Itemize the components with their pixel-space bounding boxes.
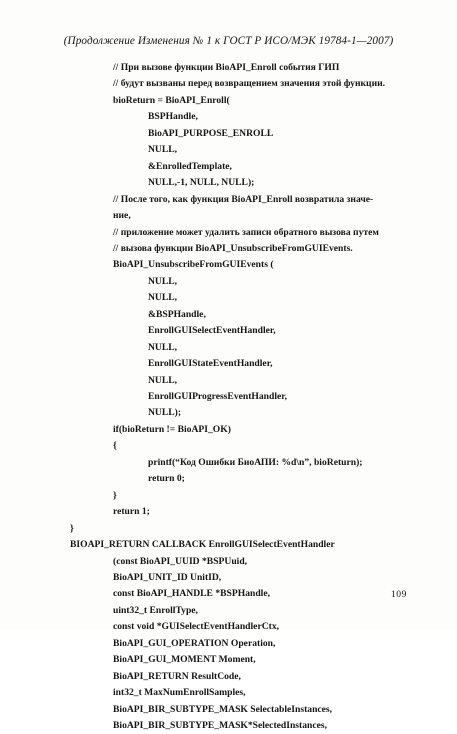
running-header: (Продолжение Изменения № 1 к ГОСТ Р ИСО/МЭК 19784-1—2007) — [63, 35, 394, 47]
page-number: 109 — [391, 589, 407, 600]
code-line: NULL,-1, NULL, NULL); — [148, 177, 255, 189]
code-line: NULL, — [148, 341, 178, 353]
code-line: // вызова функции BioAPI_UnsubscribeFromGUIEvents. — [113, 242, 353, 254]
code-line: // будут вызваны перед возвращением значения этой функции. — [113, 78, 386, 90]
code-line: NULL, — [148, 374, 178, 386]
code-line: BioAPI_BIR_SUBTYPE_MASK*SelectedInstances, — [113, 720, 328, 731]
code-line: (const BioAPI_UUID *BSPUuid, — [113, 555, 248, 567]
code-line: BioAPI_BIR_SUBTYPE_MASK SelectableInstances, — [113, 703, 333, 715]
code-line: if(bioReturn != BioAPI_OK) — [113, 423, 231, 435]
code-line: // приложение может удалить записи обратного вызова путем — [113, 226, 379, 238]
code-line: &EnrolledTemplate, — [148, 160, 232, 172]
code-line: NULL); — [148, 407, 182, 419]
code-line: NULL, — [148, 275, 178, 287]
code-line: BioAPI_PURPOSE_ENROLL — [148, 127, 274, 139]
code-line: BioAPI_GUI_MOMENT Moment, — [113, 654, 256, 666]
code-line: ние, — [113, 210, 131, 222]
code-line: return 0; — [148, 473, 185, 485]
code-line: BioAPI_UnsubscribeFromGUIEvents ( — [113, 259, 274, 271]
code-line: const void *GUISelectEventHandlerCtx, — [113, 621, 280, 633]
code-line: BioAPI_RETURN ResultCode, — [113, 670, 241, 682]
code-line: BSPHandle, — [148, 111, 198, 123]
code-line: BioAPI_GUI_OPERATION Operation, — [113, 637, 276, 649]
code-line: NULL, — [148, 292, 178, 304]
code-line: EnrollGUISelectEventHandler, — [148, 325, 276, 337]
code-line: { — [113, 440, 117, 452]
code-line: // После того, как функция BioAPI_Enroll возвратила значе- — [113, 193, 374, 205]
code-line: const BioAPI_HANDLE *BSPHandle, — [113, 588, 270, 600]
code-line: } — [113, 489, 117, 501]
code-line: int32_t MaxNumEnrollSamples, — [113, 687, 246, 699]
code-line: return 1; — [113, 506, 150, 518]
code-line: NULL, — [148, 144, 178, 156]
code-line: uint32_t EnrollType, — [113, 604, 198, 616]
code-line: bioReturn = BioAPI_Enroll( — [113, 94, 230, 106]
code-line: // При вызове функции BioAPI_Enroll события ГИП — [113, 62, 340, 73]
code-line: BIOAPI_RETURN CALLBACK EnrollGUISelectEventHandler — [70, 539, 335, 551]
code-line: EnrollGUIProgressEventHandler, — [148, 391, 288, 402]
code-line: BioAPI_UNIT_ID UnitID, — [113, 571, 222, 583]
code-line: } — [70, 522, 74, 534]
code-line: printf(“Код Ошибки БиоАПИ: %d\n”, bioReturn); — [148, 456, 363, 468]
code-line: EnrollGUIStateEventHandler, — [148, 358, 273, 370]
code-line: &BSPHandle, — [148, 308, 206, 320]
